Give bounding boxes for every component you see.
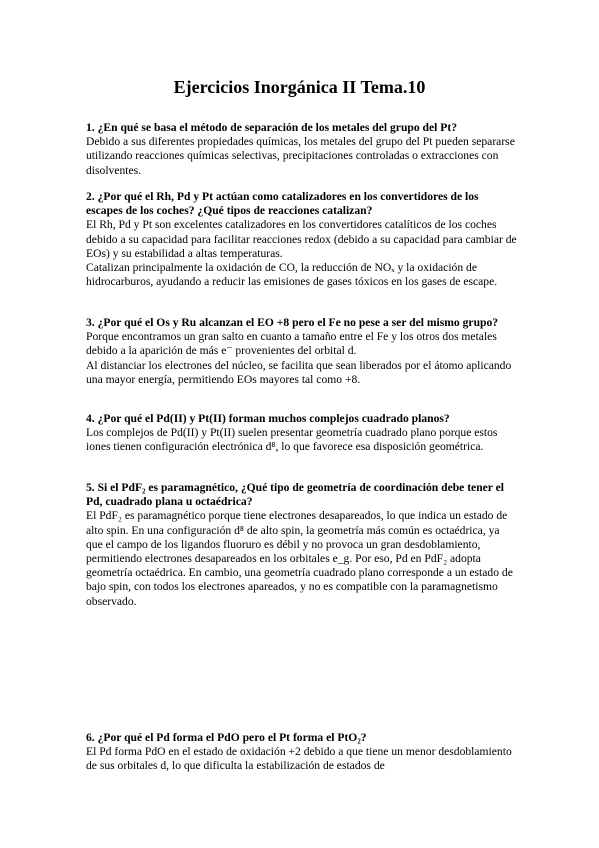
answer-5-paragraph-1: El PdF₂ es paramagnético porque tiene electrones desapareados, lo que indica un estado de alto spin. En una configuración d⁸ de alto spin, la geometría más común es octaédrica, ya que el campo de los ligandos fluoruro es débil y no provoca un gran desdoblamiento, permitiendo electrones desapareados en los orbitales e_g. Por eso, Pd en PdF₂ adopta geometría octaédrica. En cambio, una geometría cuadrado plano corresponde a un estado de bajo spin, con todos los electrones apareados, y no es compatible con la paramagnetismo observado. <box>86 509 513 608</box>
document-title: Ejercicios Inorgánica II Tema.10 <box>173 77 426 97</box>
question-1-text: 1. ¿En qué se basa el método de separación de los metales del grupo del Pt? <box>86 121 457 134</box>
answer-3-paragraph-2: Al distanciar los electrones del núcleo, se facilita que sean liberados por el átomo aplicando una mayor energía, permitiendo EOs mayores tal como +8. <box>86 358 512 386</box>
question-block-1 <box>86 121 518 178</box>
question-block-3 <box>86 316 518 387</box>
question-block-5 <box>86 481 518 609</box>
question-block-6 <box>86 731 518 774</box>
question-block-2 <box>86 190 518 289</box>
question-6-text: 6. ¿Por qué el Pd forma el PdO pero el Pt forma el PtO₂? <box>86 731 367 744</box>
answer-3-paragraph-1: Porque encontramos un gran salto en cuanto a tamaño entre el Fe y los otros dos metales debido a la aparición de más e⁻ provenientes del orbital d. <box>86 330 497 358</box>
question-5-text: 5. Si el PdF₂ es paramagnético, ¿Qué tipo de geometría de coordinación debe tener el Pd, cuadrado plana u octaédrica? <box>86 481 505 509</box>
question-4-text: 4. ¿Por qué el Pd(II) y Pt(II) forman muchos complejos cuadrado planos? <box>86 412 450 425</box>
answer-4-paragraph-1: Los complejos de Pd(II) y Pt(II) suelen presentar geometría cuadrado plano porque estos iones tienen configuración electrónica d⁸, lo que favorece esa disposición geométrica. <box>86 426 498 454</box>
question-block-4 <box>86 412 518 455</box>
answer-2-paragraph-1: El Rh, Pd y Pt son excelentes catalizadores en los convertidores catalíticos de los coches debido a su capacidad para facilitar reacciones redox (debido a su capacidad para cambiar de EOs) y su estabilidad a altas temperaturas. <box>86 218 517 260</box>
answer-6-paragraph-1: El Pd forma PdO en el estado de oxidación +2 debido a que tiene un menor desdoblamiento de sus orbitales d, lo que dificulta la estabilización de estados de <box>86 745 512 773</box>
answer-1-paragraph-1: Debido a sus diferentes propiedades químicas, los metales del grupo del Pt pueden separarse utilizando reacciones químicas selectivas, precipitaciones controladas o extracciones con disolventes. <box>86 135 515 177</box>
answer-2-paragraph-2: Catalizan principalmente la oxidación de CO, la reducción de NOₓ y la oxidación de hidrocarburos, ayudando a reducir las emisiones de gases tóxicos en los gases de escape. <box>86 261 498 289</box>
question-2-text: 2. ¿Por qué el Rh, Pd y Pt actúan como catalizadores en los convertidores de los escapes de los coches? ¿Qué tipos de reacciones catalizan? <box>86 190 479 218</box>
question-3-text: 3. ¿Por qué el Os y Ru alcanzan el EO +8 pero el Fe no pese a ser del mismo grupo? <box>86 316 499 329</box>
